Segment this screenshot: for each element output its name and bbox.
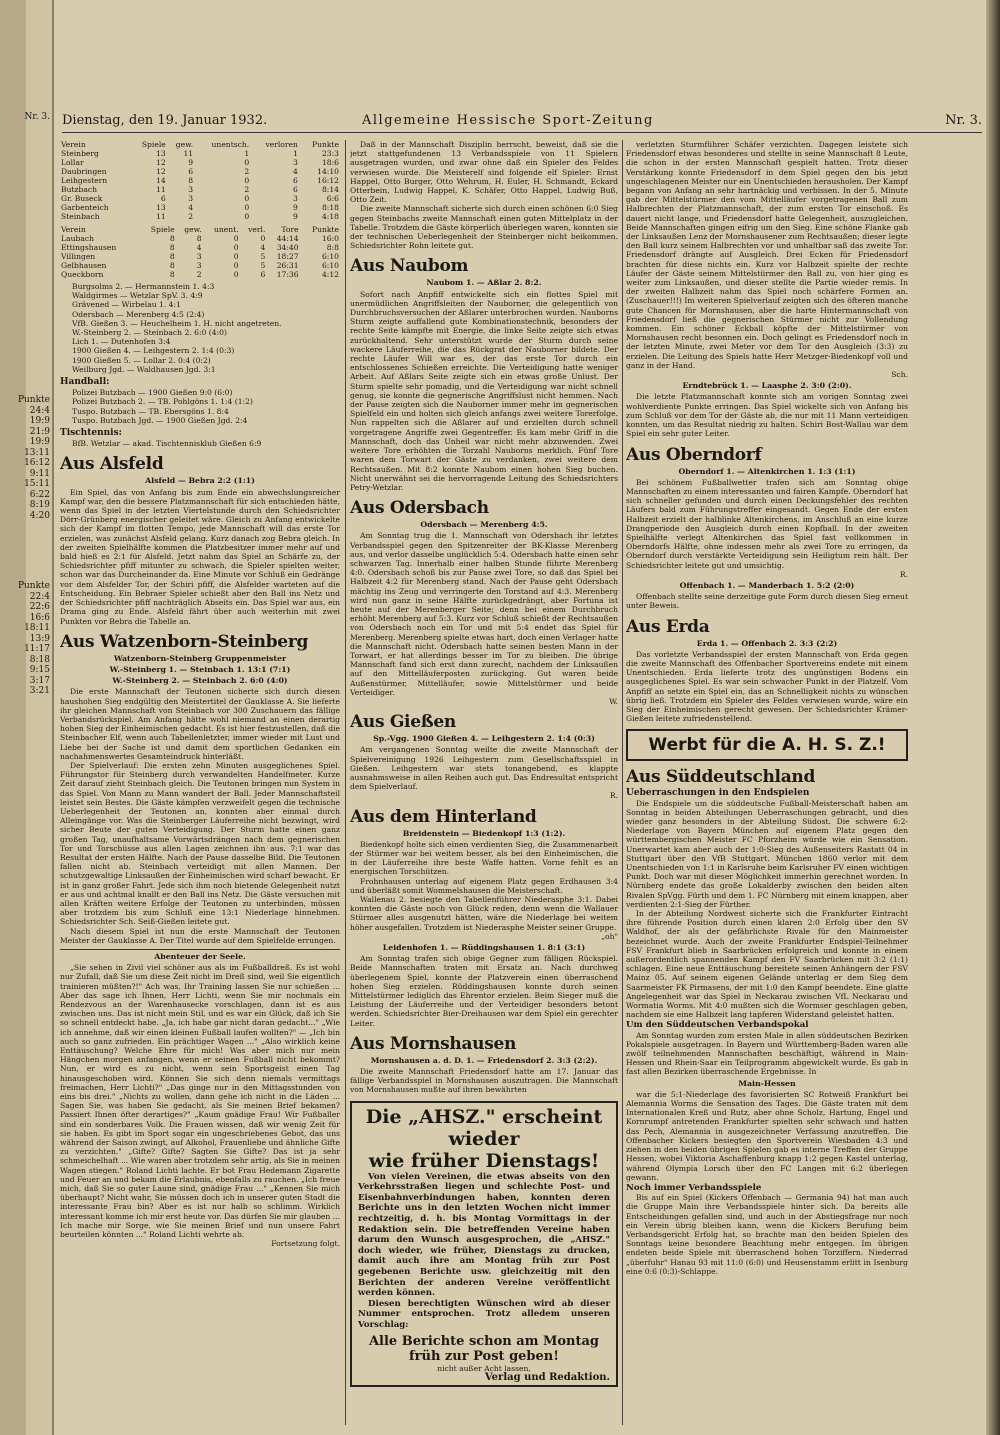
league-table-1	[60, 140, 340, 221]
watzenborn-subheading: Watzenborn-Steinberg Gruppenmeister	[113, 653, 287, 663]
result-line: 1900 Gießen 5. — Lollar 2. 0:4 (0:2)	[72, 355, 211, 365]
table-cell: 6:10	[321, 252, 339, 261]
table-cell: 23:3	[321, 149, 339, 158]
giessen-heading: Aus Gießen	[350, 712, 456, 733]
table-row	[60, 194, 340, 203]
table-header-cell: Tore	[281, 225, 299, 234]
announcement-small: nicht außer Acht lassen,	[437, 1363, 531, 1373]
table-cell: 6	[188, 167, 194, 176]
result-line: Grävened — Wirbelau 1. 4:1	[72, 300, 181, 310]
table-row	[60, 270, 340, 279]
table-cell: 8	[169, 270, 175, 279]
table-cell: 11	[156, 212, 166, 221]
table-cell: Daubringen	[61, 167, 107, 176]
sued-para-2: In der Abteilung Nordwest sicherte sich die Frankfurter Eintracht ihre führende Position durch einen klaren 2:0 Erfolg über den SV Waldhof, der als der gefährlichste Rivale für den Mainmeister bezeichnet wurde. Auch der zweite Frankfurter Endspiel-Teilnehmer FSV Frankfurt blieb in Saarbrücken erfolgreich und konnte in einem außerordentlich spannenden Kampf den FV Saarbrücken mit 3:2 (1:1) schlagen. Eine neue Enttäuschung bereitete seinen Anhängern der FSV Mainz 05. Auf seinem eigenen Gelände unterlag er dem Sieg dem Saarmeister FK Pirmasens, der mit 1:0 den Kampf beendete. Eine glatte Angelegenheit war das Spiel in Neckarau zwischen VfL Neckarau und Wormatia Worms. Mit 4:0 mußten sich die Wormser geschlagen geben, nachdem sie eine Halbzeit lang tapferen Widerstand geleistet hatten.	[626, 909, 908, 1020]
strip-text: 15:11	[24, 479, 50, 489]
table-cell: 11	[183, 149, 194, 158]
table-cell: 6:10	[321, 261, 339, 270]
strip-text: 9:15	[29, 665, 50, 675]
strip-text: 8:19	[29, 500, 50, 510]
oberndorf-subheading: Oberndorf 1. — Altenkirchen 1. 1:3 (1:1)	[678, 466, 856, 476]
hinterland-subheading-2: Leidenhofen 1. — Rüddingshausen 1. 8:1 (3:1)	[382, 943, 586, 953]
table-row	[60, 261, 340, 270]
sued-subheading-2: Um den Süddeutschen Verbandspokal	[626, 1020, 809, 1031]
table-cell: 2	[244, 185, 250, 194]
result-line: Lich 1. — Dutenhofen 3:4	[72, 337, 171, 347]
table-header-cell: unentsch.	[211, 140, 250, 149]
page-edge-shadow	[986, 0, 1000, 1435]
table-cell: 0	[244, 212, 250, 221]
mornshausen-article: Die zweite Mannschaft Friedensdorf hatte am 17. Januar das fällige Verbandsspiel in Mornshausen auszutragen. Die Mannschaft von Mornshausen mußte auf ihren bewährten	[350, 1067, 618, 1095]
strip-text: 24:4	[29, 405, 50, 416]
col2-intro: Daß in der Mannschaft Disziplin herrscht, beweist, daß sie die jetzt stattgefundenen 13 Verbandsspiele von 11 Spielern ausgetragen wurden, und zwar ohne daß ein Spieler des Feldes verwiesen wurde. Die Meisterelf sind folgende elf Spieler: Ernst Happel, Otto Burger, Otto Wehrum, H. Euler, H. Schmandt, Eckard Otterbein, Ludwig Happel, K. Schäfer, Otto Happel, Ludwig Buß, Otto Zeit.	[350, 140, 618, 205]
table-cell: 3	[196, 252, 202, 261]
table-cell: 0	[233, 234, 239, 243]
table-cell: 0	[233, 243, 239, 252]
handball-label: Handball:	[60, 377, 110, 388]
table-cell: 14	[156, 176, 166, 185]
table-cell: 5	[260, 261, 266, 270]
table-cell: 14:10	[317, 167, 339, 176]
table-cell: 0	[244, 194, 250, 203]
alsfeld-heading: Aus Alsfeld	[60, 454, 164, 475]
table-header-cell: verloren	[265, 140, 298, 149]
table-cell: Steinberg	[61, 149, 99, 158]
continued-note: Fortsetzung folgt.	[271, 1239, 340, 1249]
table-cell: 8	[188, 176, 194, 185]
announcement-title-2: wie früher Dienstags!	[368, 1149, 600, 1172]
table-cell: 0	[260, 234, 266, 243]
table-row	[60, 203, 340, 212]
hinterland-heading: Aus dem Hinterland	[350, 806, 537, 827]
table-cell: 6:6	[326, 194, 339, 203]
watzenborn-result-1: W.-Steinberg 1. — Steinbach 1. 13:1 (7:1)	[109, 664, 291, 674]
table-cell: 9	[293, 203, 298, 212]
table-cell: 6	[160, 194, 166, 203]
result-line: Waldgirmes — Wetzlar SpV. 3. 4:9	[72, 291, 203, 301]
result-line: VfB. Gießen 3. — Heuchelheim 1. H. nicht angetreten.	[72, 318, 282, 328]
table-header-cell: Punkte	[311, 140, 339, 149]
offenbach-article: Offenbach stellte seine derzeitige gute Form durch diesen Sieg erneut unter Beweis.	[626, 592, 908, 611]
tabletennis-label: Tischtennis:	[60, 428, 122, 439]
erda-heading: Aus Erda	[626, 616, 710, 637]
sued-para-5: Bis auf ein Spiel (Kickers Offenbach — Germania 94) hat man auch die Gruppe Main ihre Verbandsspiele hinter sich. Da bereits alle Entscheidungen gefallen sind, und auch in der Abstiegsfrage nur noch ein Verein übrig bleiben kann, wenn die Kickers Berufung beim Verbandsgericht Erfolg hat, so brachte man den beiden Spielen des Sonntags keine besondere Beachtung mehr entgegen. Im übrigen endeten beide Spiele mit überraschend hohen Torziffern. Niederrad „überfuhr" Hanau 93 mit 11:0 (6:0) und Heusenstamm erlitt in Isenburg eine 0:6 (0:3)-Schlappe.	[626, 1193, 908, 1276]
result-line: Tuspo. Butzbach Jgd. — 1900 Gießen Jgd. 2:4	[72, 415, 248, 425]
table-cell: 4	[293, 167, 298, 176]
announcement-highlight: Alle Berichte schon am Montag früh zur Post geben!	[368, 1333, 600, 1364]
table-cell: 8:18	[321, 203, 339, 212]
erndtebrueck-subheading: Erndtebrück 1. — Laasphe 2. 3:0 (2:0).	[682, 381, 852, 391]
strip-text: Punkte	[17, 581, 50, 591]
mornshausen-subheading: Mornshausen a. d. D. 1. — Friedensdorf 2. 3:3 (2:2).	[370, 1055, 598, 1065]
table-row	[60, 185, 340, 194]
table-cell: 0	[244, 158, 250, 167]
feuilleton-text: „Sie sehen in Zivil viel schöner aus als im Fußballdreß. Es ist wohl nur Zufall, daß Sie um diese Zeit nicht im Dreß sind, weil Sie eigentlich trainieren müßten?!" Ach was, Ihr Training lassen Sie nur schießen ... Aber das sage ich Ihnen, Herr Lichti, wenn Sie mir nochmals ein Rendezvous an der Warenhausecke vorschlagen, dann ist es aus zwischen uns. Das ist nicht mein Stil, und es war ein Glück, daß ich Sie so schnell entdeckt habe. „Ja, ich habe gar nicht daran gedacht..." „Wie ich annehme, daß wir einen kleinen Fußball laufen wollten?" — „Ich bin auch so ganz zufrieden. Ein prächtiger Wagen ..." „Also wirklich keine Enttäuschung? Welche Ehre für mich! Was aber mich nur mein Hängchen morgen anfangen, wenn er seinen Fußball nicht bekommt? Nun, er wird es zu nicht, wenn sein Sportsgeist einen Tag hinausgeschoben wird. Können Sie sich denn niemals vermittags freimachen, Herr Lichti?" „Das ginge nur in den Mittagsstunden von eins bis drei." „Nichts zu wollen, dann gehe ich nicht in die Läden ... Sagen Sie, was haben Sie gedacht, als Sie meinen Brief bekamen? Passiert Ihnen öfter derartiges?" „Kaum gnädige Frau! Wir Fußballer sind ein sonderbares Volk. Die Frauen wissen, daß wir wenig Zeit für sie haben. Es gibt im Sport sogar ein ungeschriebenes Gebot, das uns während der Saison zwingt, auf Alkohol, Frauenliebe und ähnliche Gifte zu verzichten." „Gifte? Gifte? Sagten Sie Gifte? Das ist ja sehr schmeichelhaft ... Wie waren aber trotzdem sehr artig, als Sie in meinen Wagen stiegen." Roland Lichti lachte. Er bot Frau Hedemann Zigarette und Feuer an und bekam die Erlaubnis, ebenfalls zu rauchen. „Ich freue mich, daß Sie so guter Laune sind, gnädige Frau ..." „Kennen Sie mich überhaupt? Nicht wahr, Sie müssen doch ich in unserer guten Stadt die interessante Frau bin? Aber es ist nur halb so schlimm. Wirklich interessant komme ich mir erst heute vor. Das dürfen Sie mir glauben ... Ich mache mir Sorge, wie Sie meinen Brief und nun unsere Fahrt beurteilen könnten ..." Roland Lichti wehrte ab.	[60, 963, 340, 1240]
table-row	[60, 149, 340, 158]
table-cell: 8	[169, 234, 175, 243]
table-header-row	[60, 140, 340, 149]
col3-top: verletzten Sturmführer Schäfer verzichten. Dagegen leistete sich Friedensdorf etwas besonderes und stellte in seine Mannschaft 8 Leute, die schon in der ersten Mannschaft gespielt hatten. Trotz dieser Verstärkung konnte Friedensdorf in dem Spiel gegen den bis jetzt ungeschlagenen Meister nur ein Unentschieden herausholen. Der Kampf begann von Anfang an sehr hartnäckig und verbissen. In der 5. Minute gab der Mittelstürmer den vom Mittelläufer vorgetragenen Ball zum Halbrechten der Platzmannschaft, der zum ersten Tor einschoß. Es dauert nicht lange, und Friedensdorf hatte Gelegenheit, auszugleichen. Beide Mannschaften gingen eifrig um den Sieg. Eine schöne Flanke gab der Linksaußen Lenz der Mornshausener zum Rechtsaußen; dieser legte den Ball kurz seinem Halbrechten vor und unhaltbar saß das zweite Tor. Friedensdorf drängte auf Ausgleich. Drei Ecken für Friedensdorf brachten für diese nichts ein. Kurz vor Halbzeit spielte der rechte Läufer der Gäste seinem Mittelstürmer den Ball zu, von hier ging es weiter zum Linksaußen, und dieser stellte die Partie wieder remis. In der zweiten Halbzeit nahm das Spiel noch schärfere Formen an. (Zuschauer!!!) Im weiteren Spielverlauf zeigten sich des öfteren manche gute Chancen für Mornshausen, aber die harte Hintermannschaft von Friedensdorf ließ die gegnerischen Stürmer nicht zur Vollendung kommen. Ein schöner Eckball köpfte der Mittelstürmer von Mornshausen recht besonnen ein. Doch gelingt es Friedensdorf noch in der letzten Minute, zwei Meter vor dem Tor den Ausgleich (3:3) zu erzielen. Die Leitung des Spiels hatte Herr Metzger-Biedenkopf voll und ganz in der Hand.	[626, 140, 908, 370]
table-row	[60, 158, 340, 167]
col3-top-signature: Sch.	[891, 370, 908, 380]
table-header-cell: unent.	[213, 225, 239, 234]
table-cell: Lollar	[61, 158, 84, 167]
odersbach-signature: W.	[609, 696, 618, 706]
table-cell: 0	[233, 270, 239, 279]
result-line: BfB. Wetzlar — akad. Tischtennisklub Gießen 6:9	[72, 439, 262, 449]
sued-subheading: Ueberraschungen in den Endspielen	[626, 788, 810, 799]
table-cell: 0	[233, 252, 239, 261]
odersbach-heading: Aus Odersbach	[350, 498, 489, 519]
table-cell: 3	[293, 194, 298, 203]
erndtebrueck-article: Die letzte Platzmannschaft konnte sich am vorigen Sonntag zwei wohlverdiente Punkte erringen. Das Spiel wickelte sich von Anfang bis zum Schluß vor dem Tor der Gäste ab, die nur mit 11 Mann verteidigen konnten, um das Resultat niedrig zu halten. Schiri Bost-Wallau war dem Spiel ein sehr guter Leiter.	[626, 392, 908, 439]
table-row	[60, 243, 340, 252]
strip-text: 16:12	[24, 458, 50, 468]
result-line: 1900 Gießen 4. — Leihgestern 2. 1:4 (0:3)	[72, 346, 235, 356]
strip-text: 3:17	[29, 675, 50, 686]
table-cell: 1	[293, 149, 298, 158]
table-header-cell: gew.	[175, 140, 194, 149]
watzenborn-para-1: Die erste Mannschaft der Teutonen sicherte sich durch diesen haushohen Sieg endgültig den Meistertitel der Gauklasse A. Sie lieferte ihr gleichen Mannschaft von Steinbach vor 300 Zuschauern das fällige Verbandsrückspiel. Am Anfang hätte wohl niemand an einen derartig hohen Sieg der Einheimischen gedacht. Es ist hier festzustellen, daß die Steinbacher Elf, wenn auch Tabellenletzter, immer wieder mit Lust und Liebe bei der Sache ist und damit dem sportlichen Gedanken ein nachahmenswertes Gesamteindruck hinterläßt.	[60, 687, 340, 761]
strip-text: 9:11	[29, 468, 50, 479]
table-cell: 4:12	[321, 270, 339, 279]
offenbach-subheading: Offenbach 1. — Manderbach 1. 5:2 (2:0)	[679, 580, 855, 590]
table-cell: 6	[293, 176, 298, 185]
giessen-subheading: Sp.-Vgg. 1900 Gießen 4. — Leihgestern 2. 1:4 (0:3)	[373, 734, 595, 744]
alsfeld-article: Ein Spiel, das von Anfang bis zum Ende ein abwechslungsreicher Kampf war, den die bessere Platzmannschaft für sich entschieden hätte, wenn das Spiel in der letzten Viertelstunde durch den Schiedsrichter Dörr-Grünberg energischer geleitet wäre. Gleich zu Anfang entwickelte sich der Kampf im flotten Tempo, jede Mannschaft will das erste Tor erzielen, was zunächst Alsfeld gelang. Kurz danach zog Bebra gleich. In der zweiten Spielhälfte kommen die Platzbesitzer immer mehr auf und bald hieß es 2:1 für Alsfeld. Jetzt nahm das Spiel an Schärfe zu, der Schiedsrichter pfiff mitunter zu schwach, die Spieler spielten weiter, schon war das Durcheinander da. Eine Minute vor Schluß ein Gedränge vor dem Alsfelder Tor, der Schiri pfiff, die Alsfelder warteten auf die Entscheidung. Ein Bebraer Spieler schießt aber den Ball ins Netz und der Schiedsrichter pfiff nachträglich Abseits ein. Das Spiel war aus, ein Drama ging zu Ende. Alsfeld fährt über auch weiterhin mit zwei Punkten vor Bebra die Tabelle an.	[60, 487, 340, 626]
erda-article: Das vorletzte Verbandsspiel der ersten Mannschaft von Erda gegen die zweite Mannschaft des Offenbacher Sportvereins endete mit einem Unentschieden. Erda lieferte trotz des ungünstigen Bodens ein ausgeglichenes Spiel. Es war sein schwacher Punkt in der Platzelf. Vom Anpfiff an setzte ein Spiel ein, das an Schnelligkeit nichts zu wünschen übrig ließ. Trotzdem ein Spieler des Feldes verwiesen wurde, wäre ein Sieg der Einheimischen gerecht gewesen. Der Schiedsrichter Krämer-Gießen leitete zufriedenstellend.	[626, 649, 908, 724]
strip-text: 8:18	[29, 654, 50, 665]
watzenborn-heading: Aus Watzenborn-Steinberg	[60, 631, 309, 652]
table-row	[60, 252, 340, 261]
column-rule	[622, 140, 623, 1425]
tabletennis-results	[60, 439, 340, 448]
table-cell: 6	[293, 185, 298, 194]
column-rule	[345, 140, 346, 1425]
naubom-article: Sofort nach Anpfiff entwickelte sich ein flottes Spiel mit unermüdlichen Angriffsleiten der Nauborner, die gelegentlich von Durchbruchsversuchen der Aßlarer unterbrochen wurden. Nauborns Sturm zeigte auffallend gute Kombinationstechnik, besonders der rechte Seite kämpfte mit Energie, die linke Seite zeigte sich etwas zurückhaltend. Sehr unterstützt wurde der Sturm durch seine wackere Läuferreihe, die das Rückgrat der Nauborner bildete. Der rechte Läufer Will war es, der das erste Tor durch ein entschlossenes Schießen erreichte. Die Verteidigung hatte weniger Arbeit. Auf Aßlars Seite zeigte sich ein etwas große Unlust. Der Sturm spielte sehr pomadig, und die Verteidigung war nicht schnell genug, sie konnte die gegnerische Angriffslust nicht hemmen. Nach der Pause zeigten sich die Nauborner immer mehr im gegnerischen Spielfeld ein und holten sich gleich anfangs zwei weitere Torerfolge. Nun rappelten sich die Aßlarer auf und erzielten durch schnell vorgetragene Angriffe zwei Gegentreffer. Es kam mehr Griff in die Mannschaft, doch das Unheil war nicht mehr abzuwenden. Zwei weitere Tore erhöhten die Torzahl Nauborns merklich. Fünf Tore waren dem Torwart der Gäste zu verdanken, zwei weitere dem Rechtsaußen. Mit 8:2 konnte Naubom einen hohen Sieg buchen. Nicht unerwähnt sei die hervorragende Leitung des Schiedsrichters Petry-Wetzlar.	[350, 289, 618, 492]
hinterland-para-3: Wallenau 2. besiegte den Tabellenführer Niederasphe 3:1. Dabei konnten die Gäste noch von Glück reden, denn wenn die Wallauer Stürmer alles ausgenutzt hätten, wäre die Niederlage bei weitem höher ausgefallen. Trotzdem ist Niederasphe Meister seiner Gruppe.	[350, 895, 618, 932]
table-header-cell: Spiele	[141, 140, 166, 149]
result-line: Odersbach — Merenberg 4:5 (2:4)	[72, 309, 205, 319]
announcement-box	[350, 1101, 618, 1387]
result-line: W.-Steinberg 2. — Steinbach 2. 6:0 (4:0)	[72, 328, 227, 338]
table-cell: 4:18	[321, 212, 339, 221]
strip-text: 13:9	[29, 633, 50, 644]
table-cell: Garbenteich	[61, 203, 109, 212]
table-cell: 5	[260, 252, 266, 261]
announcement-text: Von vielen Vereinen, die etwas abseits von den Verkehrsstraßen liegen und schlechte Post- und Eisenbahnverbindungen haben, konnten deren Berichte uns in den letzten Wochen nicht immer rechtzeitig, d. h. bis Montag Vormittags in der Redaktion sein. Die betreffenden Vereine haben darum den Wunsch ausgesprochen, die „AHSZ." doch wieder, wie früher, Dienstags zu drucken, damit auch ihre am Montag früh zur Post gegebenen Berichte usw. gleichzeitig mit den Berichten der anderen Vereine veröffentlicht werden können.	[358, 1171, 610, 1299]
table-row	[60, 176, 340, 185]
column-3	[626, 140, 908, 1430]
table-cell: Villingen	[61, 252, 96, 261]
table-cell: Leihgestern	[61, 176, 108, 185]
table-cell: 6	[260, 270, 266, 279]
table-cell: 18:27	[276, 252, 299, 261]
page-header	[62, 110, 982, 133]
strip-text: Punkte	[17, 395, 50, 405]
hinterland-para-1: Biedenkopf holte sich einen verdienten Sieg, die Zusammenarbeit der Stürmer war bei weitem besser, als bei den Einheimischen, die in der Läuferreihe ihre beste Waffe hatten. Vorne fehlt es an energischen Torschützen.	[350, 839, 618, 877]
adjacent-page-strip	[0, 0, 54, 1435]
table-cell: 8	[169, 243, 175, 252]
table-cell: 4	[260, 243, 266, 252]
handball-results	[60, 388, 340, 425]
table-cell: 1	[244, 149, 250, 158]
table-cell: 44:14	[276, 234, 299, 243]
table-cell: 8	[169, 252, 175, 261]
table-cell: 3	[196, 261, 202, 270]
table-cell: 16:0	[321, 234, 339, 243]
strip-text: 6:22	[29, 489, 50, 500]
result-line: Polizei Butzbach — 1900 Gießen 9:0 (6:0)	[72, 388, 233, 398]
table-header-cell: Punkte	[311, 225, 339, 234]
strip-text: 4:20	[29, 510, 50, 521]
hinterland-para-4: Am Sonntag trafen sich obige Gegner zum fälligen Rückspiel. Beide Mannschaften traten mit Ersatz an. Nach durchweg überlegenem Spiel, konnte der Platzverein einen überraschend hohen Sieg erzielen. Rüddingshausen konnte durch seinen Mittelstürmer lediglich das Ehrentor erzielen. Beim Sieger muß die Leistung der Läuferreihe und der Verteidiger besonders betont werden. Schiedsrichter Bier-Dreihausen war dem Spiel ein gerechter Leiter.	[350, 954, 618, 1028]
oberndorf-signature: R.	[899, 569, 908, 579]
table-cell: Gelbhausen	[61, 261, 107, 270]
table-cell: 8:14	[321, 185, 339, 194]
table-header-row	[60, 225, 340, 234]
oberndorf-article: Bei schönem Fußballwetter trafen sich am Sonntag obige Mannschaften zu einem interessanten und fairen Kampfe. Oberndorf hat sich schneller gefunden und durch einen Deckungsfehler des rechten Läufers bald zum Führungstreffer eingesandt. Gegen Ende der ersten Halbzeit erzielt der halblinke Altenkirchens, im Anschluß an eine kurze Drangperiode den Ausgleich durch einen Kopfball. In der zweiten Spielhälfte verlegt Altenkirchen das Spiel fast vollkommen in Oberndorfs Hälfte, ohne indessen mehr als zwei Tore zu erringen, da Oberndorf durch verstärkte Verteidigung sein Heiligtum rein hält. Der Schiedsrichter leitete gut und umsichtig.	[626, 477, 908, 570]
col2-top: Die zweite Mannschaft sicherte sich durch einen schönen 6:0 Sieg gegen Steinbachs zweite Mannschaft einen guten Mittelplatz in der Tabelle. Trotzdem die Gäste körperlich überlegen waren, konnten sie der technischen Ueberlegenheit der Steinberger nicht beikommen. Schiedsrichter Rohn leitete gut.	[350, 204, 618, 251]
hinterland-subheading: Breidenstein — Biedenkopf 1:3 (1:2).	[402, 828, 566, 838]
mornshausen-heading: Aus Mornshausen	[350, 1033, 517, 1054]
sued-subheading-4: Noch immer Verbandsspiele	[626, 1182, 762, 1193]
table-row	[60, 234, 340, 243]
watzenborn-result-2: W.-Steinberg 2. — Steinbach 2. 6:0 (4:0)	[112, 676, 288, 686]
table-header-cell: gew.	[184, 225, 202, 234]
odersbach-article: Am Sonntag trug die 1. Mannschaft von Odersbach ihr letztes Verbandsspiel gegen den Spitzenreiter der BK-Klasse Merenberg aus, und verlor dasselbe unglücklich 5:4. Odersbach hatte einen sehr schwarzen Tag. Innerhalb einer halben Stunde führte Merenberg 4:0. Odersbach schoß bis zur Pause zwei Tore, so daß das Spiel bei Halbzeit 4:2 für Merenberg stand. Nach der Pause geht Odersbach mächtig ins Zeug und verringerte den Torstand auf 4:3. Merenberg wird nun ganz in seine Hälfte zurückgedrängt, aber Fortuna ist heute auf der Merenberger Seite; denn bei einem Durchbruch erhöht Merenberg auf 5:3. Kurz vor Schluß schießt der Rechtsaußen von Odersbach noch ein Tor und mit 5:4 endet das Spiel für Merenberg. Merenberg spielte etwas hart, doch einen Verlager hatte die Mannschaft nicht. Odersbach hatte seinen besten Mann in der Torwart, er hat allerdings besser im Tor zu bleiben. Die übrige Mannschaft fand sich erst dann zurecht, nachdem der Linksaußen auf den Mittelläuferposten zurückging. Gut waren beide Außenstürmer, Mittelläufer, sowie Mittelstürmer und beide Verteidiger.	[350, 531, 618, 697]
feuilleton-title: Abenteuer der Seele.	[154, 952, 246, 961]
naubom-heading: Aus Naubom	[350, 256, 469, 277]
table-cell: 9	[293, 212, 298, 221]
strip-text: 19:9	[29, 416, 50, 426]
announcement-title-1: Die „AHSZ." erscheint wieder	[365, 1105, 603, 1150]
table-cell: 8	[196, 234, 202, 243]
table-cell: 3	[188, 194, 194, 203]
table-cell: 34:40	[276, 243, 299, 252]
table-cell: 12	[156, 167, 166, 176]
table-header-cell: Verein	[61, 225, 86, 234]
results-list	[60, 282, 340, 374]
result-line: Tuspo. Butzbach — TB. Ebersgöns 1. 8:4	[72, 406, 229, 416]
sued-subheading-3: Main-Hessen	[738, 1078, 796, 1088]
strip-text: 22:6	[29, 602, 50, 612]
table-header-cell: Verein	[61, 140, 86, 149]
strip-text: 18:11	[24, 623, 50, 633]
table-cell: 9	[188, 158, 194, 167]
strip-text: 13:11	[24, 447, 50, 458]
hinterland-para-2: Frohnhausen unterlag auf eigenem Platz gegen Erdhausen 3:4 und überläßt somit Wommelshausen die Meisterschaft.	[350, 876, 618, 895]
table-cell: Ettingshausen	[61, 243, 117, 252]
table-cell: 11	[156, 185, 166, 194]
table-cell: 2	[196, 270, 202, 279]
strip-page-number: Nr. 3.	[24, 112, 50, 122]
giessen-signature: R.	[609, 791, 618, 801]
strip-text: 19:9	[29, 437, 50, 447]
sued-para-1: Die Endspiele um die süddeutsche Fußball-Meisterschaft haben am Sonntag in beiden Abteilungen Ueberraschungen gebracht, und dies wieder ganz besonders in der Abteilung Südost. Die schwere 6:2-Niederlage von Bayern München auf eigenem Platz gegen den württembergischen Meister FC Pforzheim würde wie ein Sensation. Unerwartet kam aber auch der 1:0-Sieg des Außenseiters Rastatt 04 in Stuttgart über den VfB Stuttgart. München 1860 verlor mit dem Unentschieden von 1:1 in Karlsruhe beim Karlsruher FV einen wichtigen Punkt. Doch war mit dieser Möglichkeit immerhin gerechnet worden. In Nürnberg endete das große Lokalderby zwischen den beiden alten Rivalen SpVgg. Fürth und dem 1. FC Nürnberg mit einem knappen, aber verdienten 2:1-Sieg der Fürther.	[626, 798, 908, 909]
header-date: Dienstag, den 19. Januar 1932.	[62, 113, 268, 128]
strip-text: 11:17	[24, 644, 50, 654]
table-cell: Queckborn	[61, 270, 104, 279]
table-cell: Laubach	[61, 234, 94, 243]
watzenborn-para-2: Der Spielverlauf: Die ersten zehn Minuten ausgeglichenes Spiel. Führungstor für Steinberg durch verwandelten Handelfmeter. Kurze Zeit darauf zieht Steinbach gleich. Die Teutonen bringen nun System in das Spiel. Von Mann zu Mann wandert der Ball. Jeder Mannschaftsteil leistet sein Bestes. Die Gäste kämpfen verzweifelt gegen die technische Ueberlegenheit der Teutonen an, konnten aber einmal durch Alleingänge vor. Was die Steinberger Läuferreihe nicht bezwingt, wird sicher Beute der guten Verteidigung. Der Sturm hatte einen ganz großen Tag, unaufhaltsame Vorwärtsdrängen nach dem gegnerischen Tor und Torschüsse aus allen Lagen zeichnen ihn aus. 7:1 war das Resultat der ersten Hälfte. Nach der Pause dasselbe Bild. Die Teutonen fallen nicht ab. Steinbach verteidigt mit allen Mannen. Der schutzgewaltige Linksaußen der Einheimischen wird scharf bewacht. Er ist in ganz großer Fahrt. Jede sich ihm noch bietende Gelegenheit nutzt er aus und achtmal knallt er den Ball ins Netz. Die Gäste versuchen mit allen Kräften weitere Erfolge der Teutonen zu unterbinden, müssen aber trotzdem bis zum Schluß eine 13:1 Niederlage hinnehmen. Schiedsrichter Sch. Seiß-Gießen leitete gut.	[60, 760, 340, 927]
odersbach-subheading: Odersbach — Merenberg 4:5.	[420, 520, 548, 530]
league-table-2	[60, 225, 340, 279]
header-masthead: Allgemeine Hessische Sport-Zeitung	[362, 113, 654, 128]
column-1	[60, 140, 340, 1430]
result-line: Burgsolms 2. — Hermannstein 1. 4:3	[72, 282, 215, 291]
result-line: Weilburg Jgd. — Waldhausen Jgd. 3:1	[72, 364, 216, 374]
table-header-cell: Spiele	[150, 225, 175, 234]
giessen-article: Am vergangenen Sonntag weilte die zweite Mannschaft der Spielvereinigung 1926 Leihgestern zum Gesellschaftsspiel in Gießen. Leihgestern war stets tonangebend, es klappte ausnahmsweise in allen Reihen auch gut. Das Endresultat entspricht dem Spielverlauf.	[350, 745, 618, 792]
table-cell: 3	[188, 185, 194, 194]
table-cell: 8	[169, 261, 175, 270]
oberndorf-heading: Aus Oberndorf	[626, 444, 762, 465]
strip-text: 3:21	[29, 686, 50, 696]
table-cell: 2	[244, 167, 250, 176]
table-cell: 13	[156, 203, 166, 212]
table-cell: 0	[244, 176, 250, 185]
table-row	[60, 212, 340, 221]
announcement-text-2: Diesen berechtigten Wünschen wird ab dieser Nummer entsprochen. Trotz alledem unseren Vorschlag:	[358, 1298, 610, 1330]
watzenborn-para-3: Nach diesem Spiel ist nun die erste Mannschaft der Teutonen Meister der Gauklasse A. Der Titel wurde auf dem Spielfelde errungen.	[60, 926, 340, 945]
table-cell: 17:36	[276, 270, 299, 279]
result-line: Polizei Butzbach 2. — TB. Pohlgöns 1. 1:4 (1:2)	[72, 397, 253, 407]
table-cell: 4	[196, 243, 202, 252]
table-cell: 2	[188, 212, 194, 221]
alsfeld-subheading: Alsfeld — Bebra 2:2 (1:1)	[145, 476, 255, 486]
table-cell: 4	[188, 203, 194, 212]
table-cell: Butzbach	[61, 185, 98, 194]
table-cell: 18:6	[321, 158, 339, 167]
announcement-signature: Verlag und Redaktion.	[484, 1371, 610, 1383]
table-cell: 0	[233, 261, 239, 270]
strip-text: 21:9	[29, 426, 50, 437]
table-header-cell: verl.	[248, 225, 266, 234]
sued-heading: Aus Süddeutschland	[626, 767, 816, 788]
table-cell: 26:31	[276, 261, 299, 270]
table-cell: Gr. Buseck	[61, 194, 103, 203]
table-cell: 13	[156, 149, 166, 158]
table-cell: 0	[244, 203, 250, 212]
column-2	[350, 140, 618, 1430]
table-row	[60, 167, 340, 176]
strip-text: 22:4	[29, 591, 50, 602]
table-cell: 16:12	[317, 176, 339, 185]
table-cell: 3	[293, 158, 298, 167]
header-issue: Nr. 3.	[945, 113, 982, 128]
table-cell: Steinbach	[61, 212, 100, 221]
werbt-banner: Werbt für die A. H. S. Z.!	[626, 729, 908, 761]
sued-para-4: war die 5:1-Niederlage des favorisierten SC Rotweiß Frankfurt bei Alemannia Worms die Sensation des Tages. Die Gäste traten mit dem Internationalen Kreß und Rutz, aber ohne Scholz, Hartung, Engel und Kornrumpf antretenden Frankfurter spielten sehr schwach und hatten das Pech, Alemannia in ausgezeichneter Verfassung anzutreffen. Die Offenbacher Kickers besiegten den Sportverein Wiesbaden 4:3 und ziehen in den beiden übrigen Spielen gab es interne Treffen der Gruppe Hessen, wobei Viktoria Aschaffenburg knapp 1:2 gegen Kastel unterlag, während Olympia Lorsch über den FC Langen mit 6:2 überlegen gewann.	[626, 1089, 908, 1182]
strip-text: 16:6	[29, 612, 50, 623]
table-cell: 8:8	[326, 243, 339, 252]
hinterland-signature: „oh"	[601, 931, 618, 941]
erda-subheading: Erda 1. — Offenbach 2. 3:3 (2:2)	[696, 638, 838, 648]
sued-para-3: Am Sonntag wurden zum ersten Male in allen süddeutschen Bezirken Pokalspiele ausgetragen. In Bayern und Württemberg-Baden waren alle zwölf teilnehmenden Mannschaften beschäftigt, während in Main-Hessen und Rhein-Saar ein Teilprogramm abgewickelt wurde. Es gab in fast allen Bezirken überraschende Ergebnisse. In	[626, 1030, 908, 1077]
naubom-subheading: Naubom 1. — Aßlar 2. 8:2.	[426, 278, 542, 288]
table-cell: 12	[156, 158, 166, 167]
